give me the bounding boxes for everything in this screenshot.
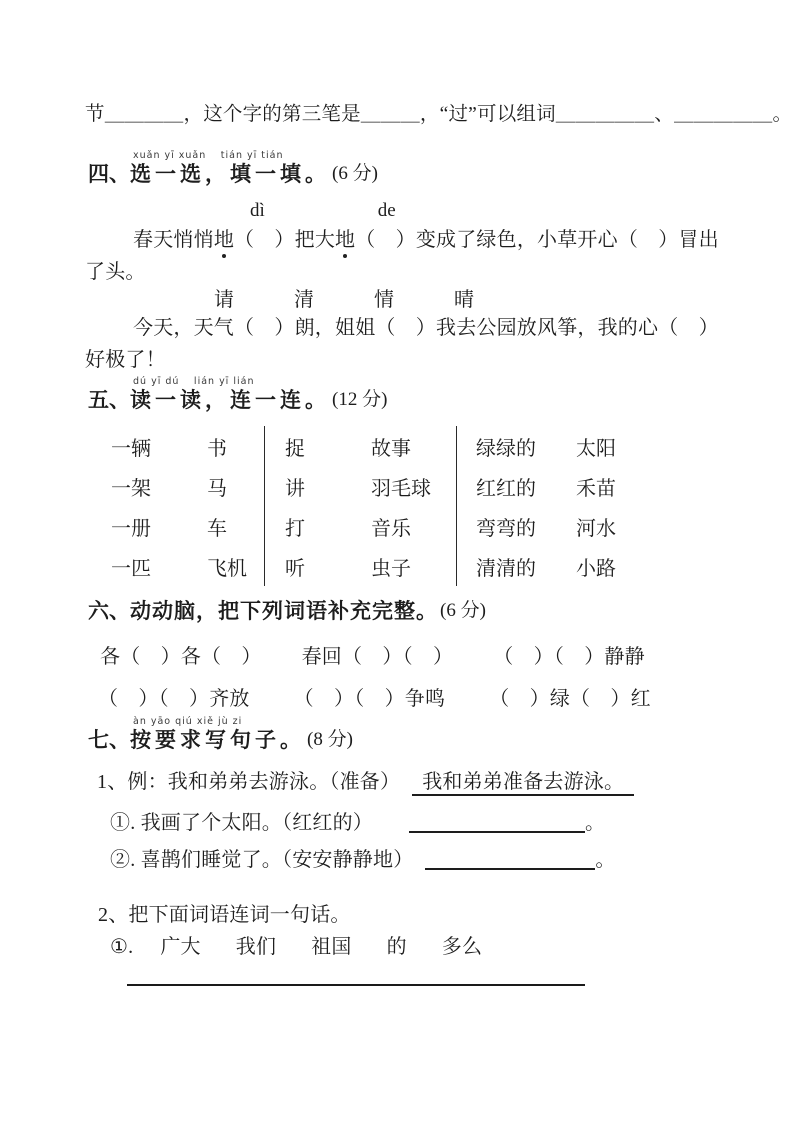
match-word: 弯弯的 [476, 517, 536, 540]
section-4-number: 四、 [88, 162, 130, 186]
option-word-qing3: 情 [374, 289, 394, 311]
section-4-score: (6 分) [332, 163, 378, 184]
emphasized-char: 地 [335, 227, 355, 254]
sentence-segment: （ ）把大 [234, 229, 336, 251]
section-4-q2-sentence-line2: 好极了！ [85, 349, 166, 371]
section-6-row2 [98, 686, 651, 713]
section-4-title-block [130, 150, 330, 187]
section-4-q1-sentence-line1 [85, 227, 719, 254]
match-word: 清清的 [476, 557, 536, 580]
section-6-score: (6 分) [440, 600, 486, 621]
match-group-2 [265, 426, 457, 586]
section-6-row1 [100, 644, 645, 671]
example-answer-underlined: 我和弟弟准备去游泳。 [412, 771, 634, 796]
section-7-title: 按要求写句子。 [130, 728, 305, 752]
option-word-de: de [377, 200, 396, 221]
match-word: 故事 [371, 437, 411, 460]
section-7-number: 七、 [88, 728, 130, 752]
section-4-q2-options [85, 287, 474, 313]
match-word: 书 [207, 437, 227, 460]
sub-question-label: ②. 喜鹊们睡觉了。（安安静静地） [110, 849, 414, 871]
emphasized-char: 地 [214, 227, 234, 254]
match-word: 马 [207, 477, 227, 500]
item-number-prefix: ①. [110, 936, 134, 958]
match-word: 捉 [285, 437, 305, 460]
section-7-pinyin: àn yāo qiú xiě jù zi [133, 716, 243, 727]
section-6-title-block [130, 598, 438, 624]
answer-blank [425, 848, 595, 870]
scrambled-word: 的 [386, 936, 407, 958]
section-6-title: 动动脑，把下列词语补充完整。 [130, 599, 438, 623]
example-label: 1、例：我和弟弟去游泳。（准备） [97, 771, 401, 793]
section-4-title: 选一选，填一填。 [130, 162, 330, 186]
section-6-header [88, 598, 486, 624]
match-word: 一匹 [111, 557, 151, 580]
answer-line [127, 984, 585, 986]
option-word-di: dì [250, 200, 265, 221]
match-word: 飞机 [207, 557, 247, 580]
section-5-title: 读一读，连一连。 [130, 388, 330, 412]
idiom-blank-item: 各（ ）各（ ） [100, 646, 262, 668]
section-7-q2-words-line [110, 934, 482, 961]
idiom-blank-item: （ ）（ ）齐放 [98, 688, 250, 710]
section-7-q1-sub1-line [110, 810, 605, 837]
section-7-title-block [130, 716, 305, 753]
question-3-continuation-line: 节＿＿＿＿，这个字的第三笔是＿＿＿，“过”可以组词＿＿＿＿＿、＿＿＿＿＿。 [85, 104, 793, 125]
section-5-pinyin: dú yī dú lián yī lián [133, 376, 255, 387]
period-after-blank: 。 [585, 812, 606, 834]
match-word: 讲 [285, 477, 305, 500]
sentence-segment: 春天悄悄 [133, 229, 214, 251]
section-5-score: (12 分) [332, 389, 388, 410]
option-word-qing1: 请 [214, 289, 234, 311]
match-word: 太阳 [576, 437, 616, 460]
match-group-1 [85, 426, 265, 586]
match-word: 一架 [111, 477, 151, 500]
section-5-number: 五、 [88, 388, 130, 412]
scrambled-word: 广大 [160, 936, 201, 958]
match-word: 音乐 [371, 517, 411, 540]
match-word: 一辆 [111, 437, 151, 460]
section-7-q2-label: 2、把下面词语连词一句话。 [98, 904, 351, 926]
section-4-q2-sentence-line1: 今天，天气（ ）朗，姐姐（ ）我去公园放风筝，我的心（ ） [133, 317, 719, 339]
section-4-q1-sentence-line2: 了头。 [85, 261, 146, 283]
idiom-blank-item: （ ）（ ）争鸣 [293, 688, 446, 710]
match-word: 绿绿的 [476, 437, 536, 460]
section-7-q1-sub2-line [110, 847, 616, 874]
match-table [85, 426, 661, 586]
idiom-blank-item: （ ）（ ）静静 [493, 646, 645, 668]
scrambled-word: 我们 [235, 936, 277, 958]
answer-blank [409, 811, 585, 833]
match-group-3 [457, 426, 661, 586]
section-5-header [88, 376, 387, 413]
section-7-header [88, 716, 353, 753]
option-word-qing2: 清 [294, 289, 314, 311]
sentence-segment: （ ）变成了绿色，小草开心（ ）冒出 [355, 229, 719, 251]
option-word-qing4: 晴 [454, 289, 474, 311]
match-word: 河水 [576, 517, 616, 540]
scrambled-word: 祖国 [311, 936, 352, 958]
idiom-blank-item: （ ）绿（ ）红 [489, 688, 651, 710]
scrambled-word: 多么 [441, 936, 483, 958]
section-7-score: (8 分) [307, 729, 353, 750]
match-word: 红红的 [476, 477, 536, 500]
match-word: 打 [285, 517, 305, 540]
match-word: 禾苗 [576, 477, 616, 500]
match-word: 车 [207, 517, 227, 540]
section-6-number: 六、 [88, 599, 130, 623]
match-word: 小路 [576, 557, 616, 580]
section-7-q1-example-line [97, 769, 634, 796]
section-4-q1-options [85, 200, 396, 222]
match-word: 听 [285, 557, 305, 580]
section-4-header [88, 150, 378, 187]
period-after-blank: 。 [595, 849, 616, 871]
sub-question-label: ①. 我画了个太阳。（红红的） [110, 812, 373, 834]
section-5-title-block [130, 376, 330, 413]
idiom-blank-item: 春回（ ）（ ） [301, 646, 454, 668]
match-word: 一册 [111, 517, 151, 540]
section-4-pinyin: xuǎn yī xuǎn tián yī tián [133, 150, 284, 161]
match-word: 虫子 [371, 557, 411, 580]
match-word: 羽毛球 [371, 477, 431, 500]
